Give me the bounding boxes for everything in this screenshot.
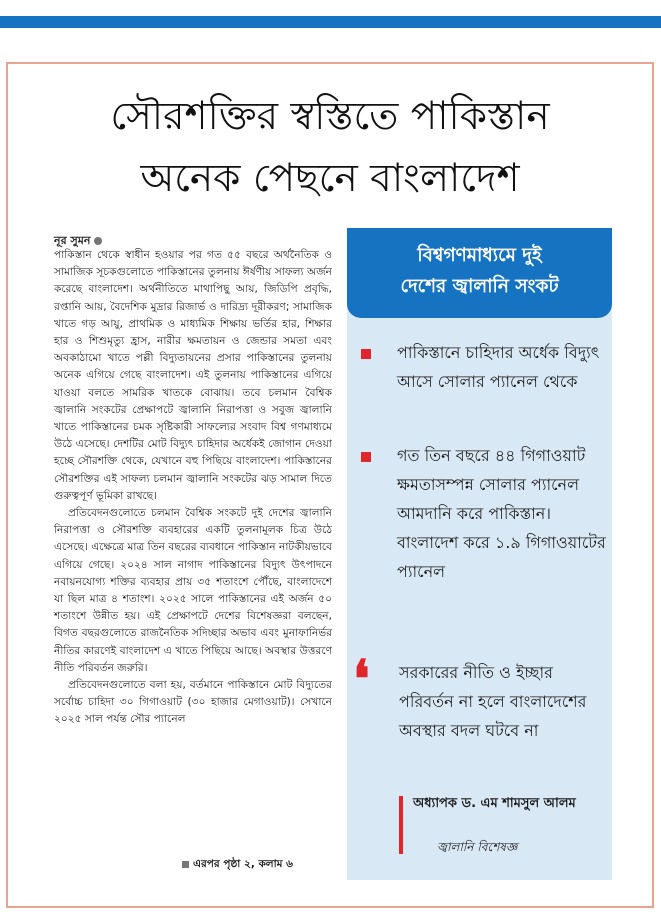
sidebar-quote: সরকারের নীতি ও ইচ্ছার পরিবর্তন না হলে বাংলাদেশের অবস্থার বদল ঘটবে না xyxy=(399,663,587,740)
author-name: নূর সুমন xyxy=(54,234,91,247)
headline-line-1: সৌরশক্তির স্বস্তিতে পাকিস্তান xyxy=(110,94,550,139)
attribution-role: জ্বালানি বিশেষজ্ঞ xyxy=(437,840,518,854)
article-body xyxy=(54,247,332,729)
article-headline xyxy=(8,86,652,210)
attribution-name: অধ্যাপক ড. এম শামসুল আলম xyxy=(413,796,576,811)
sidebar-title xyxy=(347,228,612,318)
body-paragraph-1: পাকিস্তান থেকে স্বাধীন হওয়ার পর গত ৫৫ বছরে অর্থনৈতিক ও সামাজিক সূচকগুলোতে পাকিস্তানের তুলনায় ঈর্ষণীয় সাফল্য অর্জন করেছে বাংলাদেশ। অর্থনীতিতে মাথাপিছু আয়, জিডিপি প্রবৃদ্ধি, রপ্তানি আয়, বৈদেশিক মুদ্রার রিজার্ভ ও দারিদ্র্য দূরীকরণ; সামাজিক খাতে গড় আয়ু, প্রাথমিক ও মাধ্যমিক শিক্ষায় ভর্তির হার, শিক্ষার হার ও শিশুমৃত্যু হ্রাস, নারীর ক্ষমতায়ন ও জেন্ডার সমতা এবং অবকাঠামো খাতে পল্লী বিদ্যুতায়নের প্রসার পাকিস্তানের তুলনায় অনেক এগিয়ে গেছে বাংলাদেশ। এই তুলনায় পাকিস্তানের এগিয়ে যাওয়া বলতে সামরিক খাতকে বোঝায়। তবে চলমান বৈশ্বিক জ্বালানি সংকটের প্রেক্ষাপটে জ্বালানি নিরাপত্তা ও সবুজ জ্বালানি খাতে পাকিস্তানের চমক সৃষ্টিকারী সাফল্যের সংবাদ বিশ্ব গণমাধ্যমে উঠে এসেছে। দেশটির মোট বিদ্যুৎ চাহিদার অর্ধেকই জোগান দেওয়া হচ্ছে সৌরশক্তি থেকে, যেখানে বহু পিছিয়ে বাংলাদেশ। পাকিস্তানের সৌরশক্তির এই সাফল্য চলমান জ্বালানি সংকটের ঝড় সামাল দিতে গুরুত্বপূর্ণ ভূমিকা রাখছে। xyxy=(54,249,332,502)
attribution-bar xyxy=(399,796,403,854)
body-paragraph-3: প্রতিবেদনগুলোতে বলা হয়, বর্তমানে পাকিস্তানে মোট বিদ্যুতের সর্বোচ্চ চাহিদা ৩০ গিগাওয়াট (৩০ হাজার মেগাওয়াট)। সেখানে ২০২৫ সাল পর্যন্ত সৌর প্যানেল xyxy=(54,679,332,726)
continuation-text: এরপর পৃষ্ঠা ২, কলাম ৬ xyxy=(193,858,293,870)
headline-line-2: অনেক পেছনে বাংলাদেশ xyxy=(140,156,520,201)
sidebar-point-2: গত তিন বছরে ৪৪ গিগাওয়াট ক্ষমতাসম্পন্ন সোলার প্যানেল আমদানি করে পাকিস্তান। বাংলাদেশ করে ১.৯ গিগাওয়াটের প্যানেল xyxy=(397,446,606,581)
continuation-note[interactable] xyxy=(182,857,293,874)
sidebar-title-line-2: দেশের জ্বালানি সংকট xyxy=(400,276,559,297)
sidebar-box xyxy=(347,228,612,880)
byline-dot-icon xyxy=(94,237,102,245)
quote-mark-icon: ❛ xyxy=(353,649,370,710)
red-square-bullet-icon xyxy=(361,349,371,359)
top-color-bar xyxy=(0,16,661,28)
sidebar-point-1: পাকিস্তানে চাহিদার অর্ধেক বিদ্যুৎ আসে সোলার প্যানেল থেকে xyxy=(397,343,600,391)
body-paragraph-2: প্রতিবেদনগুলোতে চলমান বৈশ্বিক সংকটে দুই দেশের জ্বালানি নিরাপত্তা ও সৌরশক্তি ব্যবহারের একটি তুলনামূলক চিত্র উঠে এসেছে। এক্ষেত্রে মাত্র তিন বছরের ব্যবধানে পাকিস্তান নাটকীয়ভাবে এগিয়ে গেছে। ২০২৪ সাল নাগাদ পাকিস্তানের বিদ্যুৎ উৎপাদনে নবায়নযোগ্য শক্তির ব্যবহার প্রায় ৩৫ শতাংশে পৌঁছে, বাংলাদেশে যা ছিল মাত্র ৪ শতাংশ। ২০২৫ সালে পাকিস্তানের এই অর্জন ৫০ শতাংশে উন্নীত হয়। এই প্রেক্ষাপটে দেশের বিশেষজ্ঞরা বলছেন, বিগত বছরগুলোতে রাজনৈতিক সদিচ্ছার অভাব এবং মুনাফানির্ভর নীতির কারণেই বাংলাদেশ এ খাতে পিছিয়ে আছে। অবস্থার উত্তরণে নীতি পরিবর্তন জরুরি। xyxy=(54,507,332,674)
red-square-bullet-icon xyxy=(361,452,371,462)
sidebar-title-line-1: বিশ্বগণমাধ্যমে দুই xyxy=(417,245,542,266)
square-marker-icon xyxy=(182,861,189,868)
